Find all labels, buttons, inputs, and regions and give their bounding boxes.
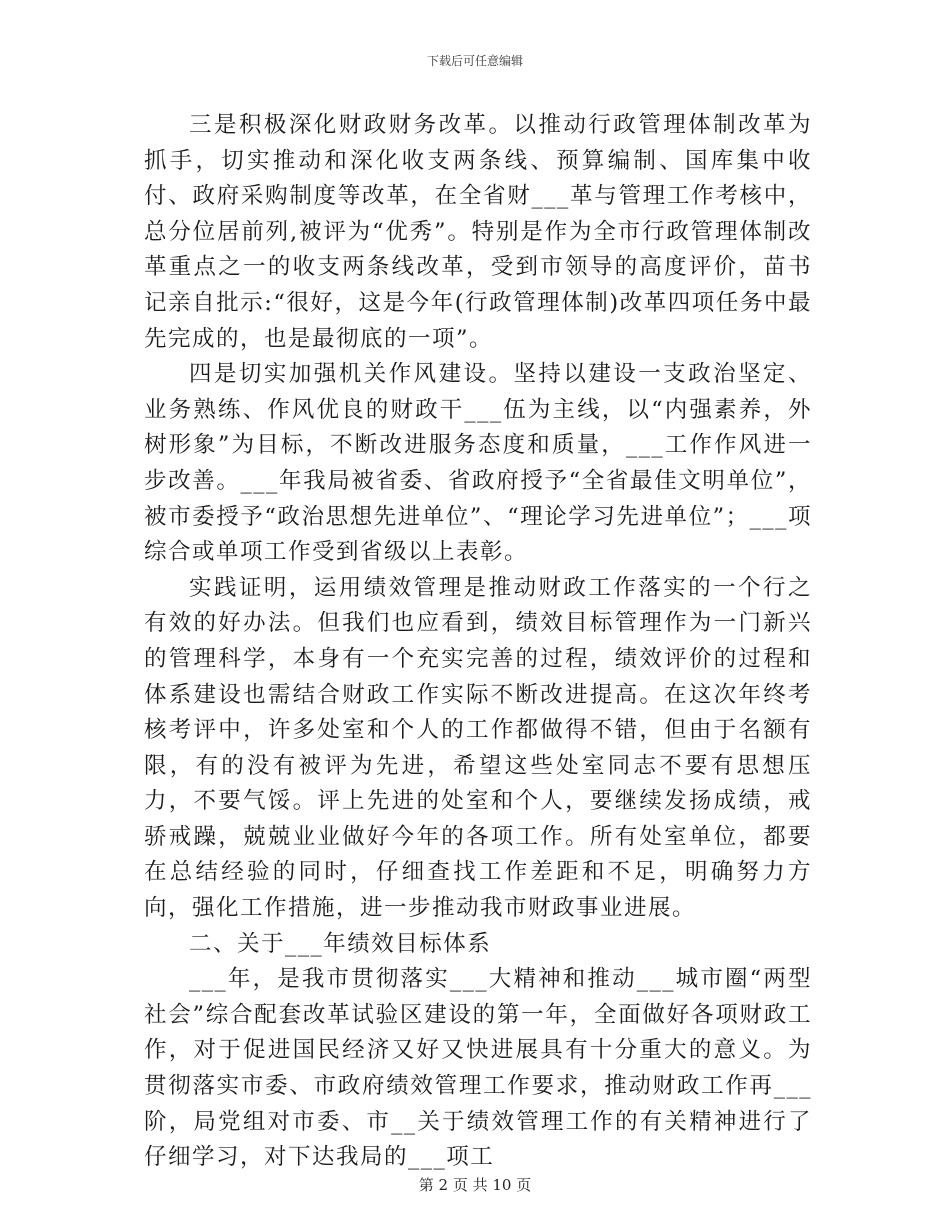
section-heading-targets: 二、关于___年绩效目标体系: [189, 930, 492, 957]
paragraph-reform: 三是积极深化财政财务改革。以推动行政管理体制改革为抓手，切实推动和深化收支两条线、预算编制、国库集中收付、政府采购制度等改革，在全省财___革与管理工作考核中，总分位居前列,被评为“优秀”。特别是作为全市行政管理体制改革重点之一的收支两条线改革，受到市领导的高度评价，苗书记亲自批示:“很好，这是今年(行政管理体制)改革四项任务中最先完成的，也是最彻底的一项”。: [144, 112, 812, 352]
document-body: [144, 108, 812, 1176]
page-header-note: 下载后可任意编辑: [426, 54, 523, 68]
page-number: 第 2 页 共 10 页: [418, 1176, 532, 1194]
paragraph-year-overview: ___年，是我市贯彻落实___大精神和推动___城市圈“两型社会”综合配套改革试验区建设的第一年，全面做好各项财政工作，对于促进国民经济又好又快进展具有十分重大的意义。为贯彻落实市委、市政府绩效管理工作要求，推动财政工作再___阶，局党组对市委、市__关于绩效管理工作的有关精神进行了仔细学习，对下达我局的___项工: [144, 966, 812, 1171]
paragraph-practice-proof: 实践证明，运用绩效管理是推动财政工作落实的一个行之有效的好办法。但我们也应看到，绩效目标管理作为一门新兴的管理科学，本身有一个充实完善的过程，绩效评价的过程和体系建设也需结合财政工作实际不断改进提高。在这次年终考核考评中，许多处室和个人的工作都做得不错，但由于名额有限，有的没有被评为先进，希望这些处室同志不要有思想压力，不要气馁。评上先进的处室和个人，要继续发扬成绩，戒骄戒躁，兢兢业业做好今年的各项工作。所有处室单位，都要在总结经验的同时，仔细查找工作差距和不足，明确努力方向，强化工作措施，进一步推动我市财政事业进展。: [144, 574, 812, 922]
paragraph-work-style: 四是切实加强机关作风建设。坚持以建设一支政治坚定、业务熟练、作风优良的财政干___伍为主线，以“内强素养，外树形象”为目标，不断改进服务态度和质量，___工作作风进一步改善。___年我局被省委、省政府授予“全省最佳文明单位”，被市委授予“政治思想先进单位”、“理论学习先进单位”；___项综合或单项工作受到省级以上表彰。: [144, 361, 812, 566]
